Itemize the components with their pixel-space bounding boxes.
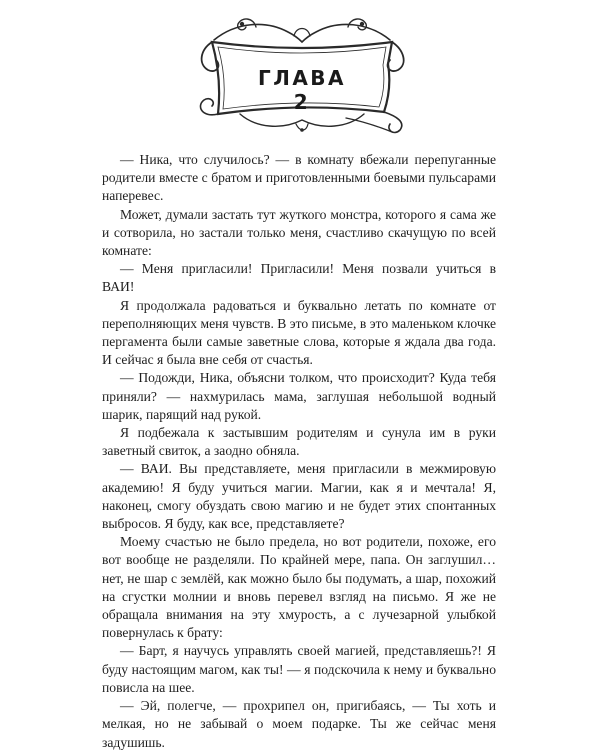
paragraph: — Ника, что случилось? — в комнату вбежали перепуганные родители вместе с братом и приготовленными боевыми пульсарами наперевес. (102, 152, 496, 204)
paragraph: Может, думали застать тут жуткого монстра, которого я сама же и сотворила, но застали только меня, счастливо скачущую по всей комнате: (102, 206, 496, 259)
paragraph: — Подожди, Ника, объясни толком, что происходит? Куда тебя приняли? — нахмурилась мама, заглушая небольшой водный шарик, парящий над рукой. (102, 370, 496, 422)
paragraph: — Эй, полегче, — прохрипел он, пригибаясь, — Ты хоть и мелкая, но не забывай о моем подарке. Ты же сейчас меня задушишь. (102, 698, 496, 750)
paragraph: Я подбежала к застывшим родителям и сунула им в руки заветный свиток, а заодно обняла. (102, 425, 496, 459)
paragraph: Я продолжала радоваться и буквально летать по комнате от переполняющих меня чувств. В это письме, в это маленьком клочке пергамента были самые заветные слова, которые я ждала два года. И сейчас я была вне себя от счастья. (102, 297, 496, 368)
paragraph: — Барт, я научусь управлять своей магией, представляешь?! Я буду настоящим магом, как ты! — я подскочила к нему и буквально повисла на шее. (102, 643, 496, 695)
paragraph: — ВАИ. Вы представляете, меня пригласили в межмировую академию! Я буду учиться магии. Магии, как я и мечтала! Я, наконец, смогу обуздать свою магию и не будет этих спонтанных выбросов. Я буду, как все, представляете? (102, 461, 496, 532)
paragraph: — Меня пригласили! Пригласили! Меня позвали учиться в ВАИ! (102, 261, 496, 295)
chapter-title: ГЛАВА 2 (257, 66, 347, 114)
paragraph: Моему счастью не было предела, но вот родители, похоже, его вот вообще не разделяли. По крайней мере, папа. Он заглушил… нет, не шар с землёй, как можно было бы подумать, а шар, похожий на сгустки молнии и вновь перевел взгляд на письмо. Я же не обращала внимания на эту хмурость, а с лучезарной улыбкой повернулась к брату: (102, 534, 496, 641)
chapter-text (102, 151, 496, 752)
